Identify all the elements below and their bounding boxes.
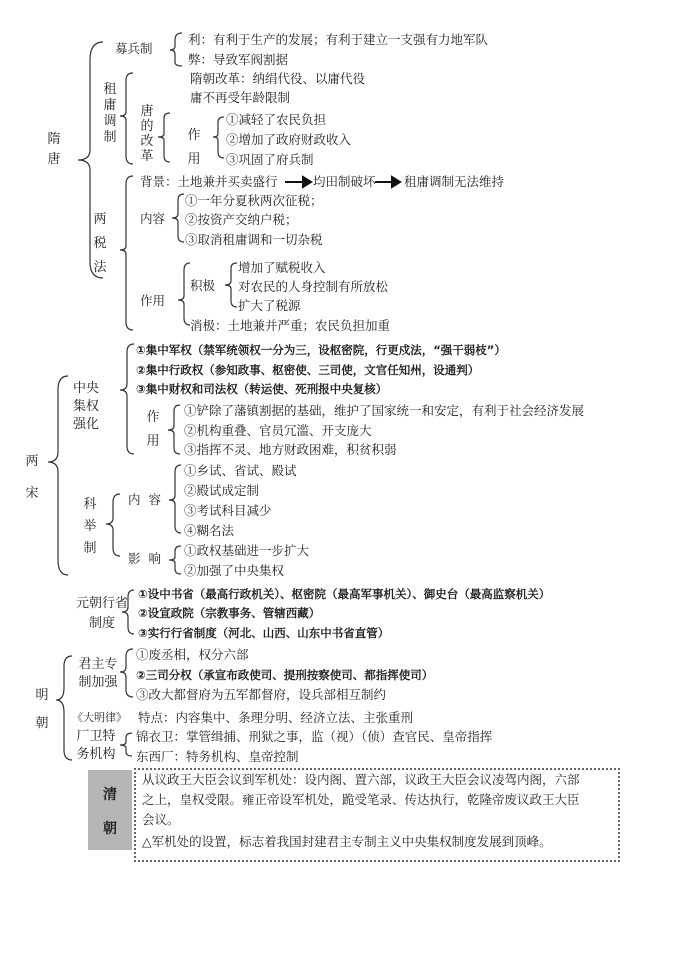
liangshui-positive-2: 对农民的人身控制有所放松 [238, 279, 389, 294]
yuan-item-2: ②设宣政院（宗教事务、管辖西藏） [138, 606, 321, 620]
keju-content-label: 内容 [128, 492, 170, 507]
liangshui-effect-label: 作用 [140, 293, 166, 308]
central-item-2: ②集中行政权（参知政事、枢密使、三司使，文官任知州，设通判） [136, 363, 480, 377]
zuyongdiao-effect-label: 作用 [187, 128, 201, 167]
liangshui-background-prefix: 背景：土地兼并买卖盛行 [140, 174, 278, 189]
liangshui-negative: 消极：土地兼并严重；农民负担加重 [190, 318, 391, 333]
autocracy-item-3: ③改大都督府为五军都督府，设兵部相互制约 [136, 687, 387, 702]
liangshui-background-mid: 均田制破坏 [313, 174, 376, 189]
liangshui-positive-1: 增加了赋税收入 [238, 260, 326, 275]
era-label-song: 两宋 [25, 454, 39, 501]
central-label: 中央集权强化 [72, 381, 99, 432]
fubing-pro: 利：有利于生产的发展；有利于建立一支强有力地军队 [188, 32, 489, 47]
era-label-ming: 明朝 [35, 688, 49, 731]
qing-label-char-1: 清 [103, 787, 117, 803]
autocracy-label: 君主专制加强 [78, 657, 118, 690]
qing-text-line-1: 从议政王大臣会议到军机处：设内阁、置六部，议政王大臣会议凌驾内阁，六部 [142, 772, 580, 787]
liangshui-positive-label: 积极 [190, 278, 216, 293]
keju-content-3: ③考试科目减少 [184, 503, 272, 518]
qing-label-char-2: 朝 [103, 821, 117, 837]
zuyongdiao-label: 租庸调制 [103, 82, 117, 145]
keju-impact-2: ②加强了中央集权 [184, 563, 285, 578]
liangshui-content-3: ③取消租庸调和一切杂税 [185, 232, 323, 247]
central-effect-label: 作用 [146, 410, 160, 449]
sui-reform-line1: 隋朝改革：纳绢代役、以庸代役 [190, 71, 366, 86]
fubing-con: 弊：导致军阀割据 [188, 52, 289, 67]
liangshui-content-label: 内容 [140, 211, 166, 226]
qing-text-line-2: 之上，皇权受限。雍正帝设军机处，跪受笔录、传达执行，乾隆帝废议政王大臣 [142, 792, 580, 807]
keju-impact-label: 影响 [128, 551, 170, 566]
yuan-item-1: ①设中书省（最高行政机关）、枢密院（最高军事机关）、御史台（最高监察机关） [138, 587, 551, 601]
qing-label-box [88, 770, 132, 850]
qing-text-line-3: 会议。 [142, 812, 180, 827]
fubing-label: 募兵制 [115, 41, 153, 56]
liangshui-positive-3: 扩大了税源 [238, 298, 301, 313]
liangshui-label: 两税法 [93, 212, 107, 275]
yuan-label: 元朝行省制度 [75, 596, 128, 631]
keju-label: 科举制 [83, 497, 97, 556]
tang-reform-label: 唐的改革 [140, 104, 154, 164]
guards-dongchang: 东西厂：特务机构、皇帝控制 [136, 749, 299, 764]
qing-text-line-4: △军机处的设置，标志着我国封建君主专制主义中央集权制度发展到顶峰。 [142, 834, 552, 849]
zuyongdiao-effect-1: ①减轻了农民负担 [226, 112, 327, 127]
central-effect-1: ①铲除了藩镇割据的基础，维护了国家统一和安定，有利于社会经济发展 [184, 403, 585, 418]
zuyongdiao-effect-3: ③巩固了府兵制 [226, 152, 314, 167]
liangshui-content-2: ②按资产交纳户税； [185, 212, 298, 227]
keju-content-2: ②殿试成定制 [184, 483, 260, 498]
guards-label: 厂卫特务机构 [76, 729, 116, 762]
keju-content-1: ①乡试、省试、殿试 [184, 463, 297, 478]
ming-law-label: 《大明律》 [72, 711, 127, 724]
guards-jinyiwei: 锦衣卫：掌管缉捕、刑狱之事，监（视）（侦）查官民、皇帝指挥 [136, 729, 493, 744]
liangshui-content-1: ①一年分夏秋两次征税； [185, 193, 323, 208]
sui-reform-line2: 庸不再受年龄限制 [190, 90, 291, 105]
zuyongdiao-effect-2: ②增加了政府财政收入 [226, 132, 352, 147]
liangshui-background-end: 租庸调制无法维持 [404, 174, 505, 189]
central-effect-2: ②机构重叠、官员冗滥、开支庞大 [184, 423, 372, 438]
central-item-1: ①集中军权（禁军统领权一分为三，设枢密院，行更戍法，“强干弱枝”） [136, 343, 506, 357]
autocracy-item-1: ①废丞相，权分六部 [136, 647, 249, 662]
central-effect-3: ③指挥不灵、地方财政困难，积贫积弱 [184, 442, 397, 457]
keju-impact-1: ①政权基础进一步扩大 [184, 543, 310, 558]
central-item-3: ③集中财权和司法权（转运使、死刑报中央复核） [136, 382, 388, 396]
ming-law-features: 特点：内容集中、条理分明、经济立法、主张重刑 [138, 710, 414, 725]
autocracy-item-2: ②三司分权（承宣布政使司、提刑按察使司、都指挥使司） [136, 668, 434, 682]
yuan-item-3: ③实行行省制度（河北、山西、山东中书省直管） [138, 626, 390, 640]
keju-content-4: ④糊名法 [184, 523, 235, 538]
era-label-sui-tang: 隋唐 [47, 132, 61, 167]
